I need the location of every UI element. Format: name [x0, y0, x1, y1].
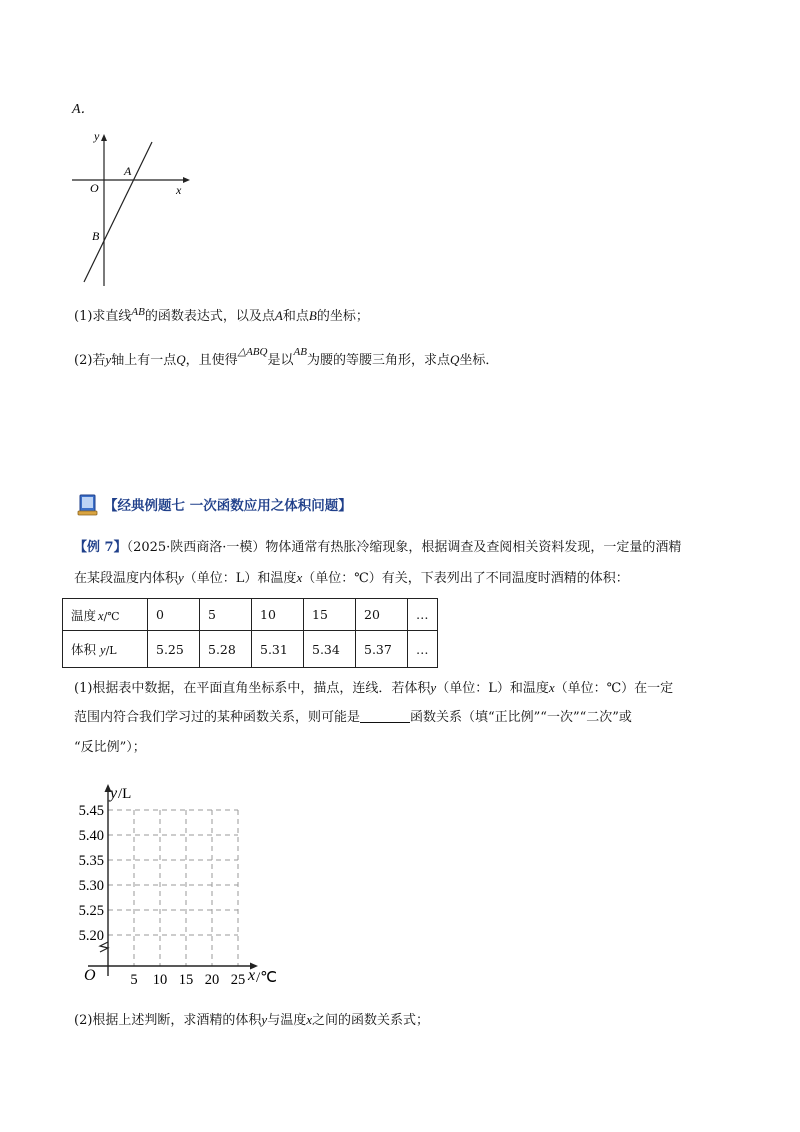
table-cell: 5.25	[148, 631, 200, 668]
table-cell: 5.34	[304, 631, 356, 668]
table-cell: 15	[304, 599, 356, 631]
data-table	[62, 598, 438, 668]
coordinate-grid	[60, 776, 300, 992]
fig1-point-b-label: B	[92, 229, 100, 243]
grid-origin-label: O	[84, 967, 96, 984]
answer-blank[interactable]	[360, 708, 410, 723]
table-cell: 20	[356, 599, 408, 631]
row-header-volume: 体积 y/L	[63, 631, 148, 668]
table-cell: …	[408, 599, 438, 631]
y-tick-label: 5.20	[78, 928, 104, 944]
table-cell: 5.37	[356, 631, 408, 668]
line-ab	[84, 142, 152, 282]
fig1-y-label: y	[94, 129, 100, 143]
example-7-line-1: 【例 7】（2025·陕西商洛·一模）物体通常有热胀冷缩现象，根据调查及查阅相关资料发现，一定量的酒精	[74, 540, 682, 555]
row-header-temperature: 温度 x/℃	[63, 599, 148, 631]
y-tick-label: 5.45	[78, 803, 104, 819]
grid-y-label: y	[110, 785, 118, 802]
part-2: (2)根据上述判断，求酒精的体积y与温度x之间的函数关系式；	[74, 1012, 430, 1028]
x-tick-labels	[130, 972, 245, 988]
y-tick-labels	[79, 803, 104, 944]
grid-x-unit: /℃	[256, 970, 278, 986]
part-1-line-3: “反比例”）；	[74, 740, 146, 755]
table-cell: 0	[148, 599, 200, 631]
table-row-volume	[63, 631, 438, 668]
grid-x-label: x	[248, 967, 256, 984]
example-tag: 【例 7】	[74, 540, 127, 555]
example-7-line-2: 在某段温度内体积y（单位：L）和温度x（单位：℃）有关，下表列出了不同温度时酒精的体积：	[74, 570, 629, 586]
y-axis-arrow	[101, 134, 107, 141]
grid-y-unit: /L	[118, 786, 132, 802]
line-graph-figure	[60, 124, 200, 294]
table-row-temperature	[63, 599, 438, 631]
table-cell: 10	[252, 599, 304, 631]
part-1-line-2: 范围内符合我们学习过的某种函数关系，则可能是 函数关系（填“正比例”“一次”“二次”或	[74, 710, 632, 725]
x-axis-arrow	[183, 177, 190, 183]
question-1: (1)求直线$^{AB}$的函数表达式，以及点A和点B的坐标；	[74, 306, 369, 324]
table-cell: 5	[200, 599, 252, 631]
table-cell: 5.31	[252, 631, 304, 668]
table-cell: …	[408, 631, 438, 668]
y-tick-label: 5.40	[78, 828, 104, 844]
x-tick-label: 5	[130, 972, 138, 988]
book-icon	[76, 492, 100, 518]
top-label: A．	[72, 102, 95, 117]
part-1-line-1: (1)根据表中数据，在平面直角坐标系中，描点，连线．若体积y（单位：L）和温度x（单位：℃）在一定	[74, 680, 674, 696]
fig1-origin-label: O	[90, 181, 99, 195]
section-heading: 【经典例题七 一次函数应用之体积问题】	[104, 498, 352, 514]
fig1-x-label: x	[176, 183, 182, 197]
x-tick-label: 15	[178, 972, 194, 988]
y-tick-label: 5.30	[78, 878, 104, 894]
x-tick-label: 25	[230, 972, 246, 988]
y-tick-label: 5.35	[78, 853, 104, 869]
question-2: (2)若y轴上有一点Q，且使得$^{\triangle ABQ}$是以$^{AB}$为腰的等腰三角形，求点Q坐标．	[74, 346, 499, 368]
x-tick-label: 10	[152, 972, 168, 988]
fig1-point-a-label: A	[124, 164, 132, 178]
y-tick-label: 5.25	[78, 903, 104, 919]
x-tick-label: 20	[204, 972, 220, 988]
table-cell: 5.28	[200, 631, 252, 668]
grid-lines	[108, 810, 238, 966]
